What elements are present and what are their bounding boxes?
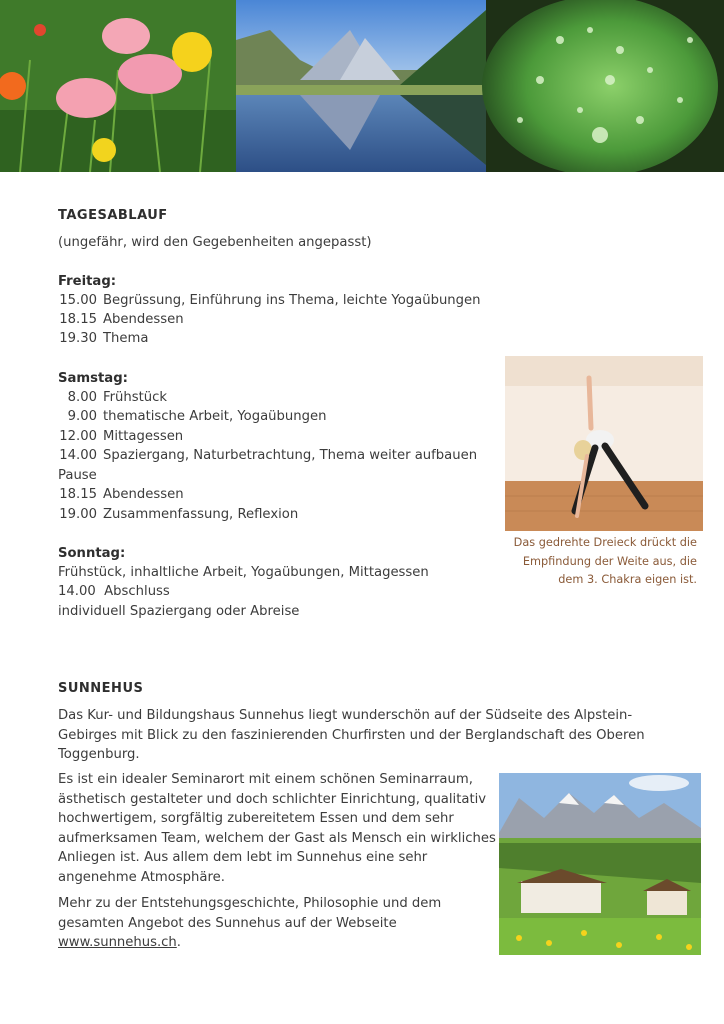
schedule-item: 12.00 Mittagessen — [59, 429, 184, 444]
schedule-subtitle: (ungefähr, wird den Gegebenheiten angepasst) — [58, 235, 372, 250]
schedule-pause: Pause — [58, 468, 97, 483]
sunnehus-mountain-photo — [499, 773, 701, 955]
poppies-meadow-photo — [0, 0, 236, 172]
schedule-item: 14.00 Abschluss — [58, 584, 170, 599]
schedule-item: 14.00 Spaziergang, Naturbetrachtung, Thema weiter aufbauen — [59, 448, 478, 463]
sunnehus-more-info-paragraph: Mehr zu der Entstehungsgeschichte, Philosophie und dem gesamten Angebot des Sunnehus auf der Webseite www.sunnehus.ch. — [58, 896, 442, 950]
mountain-lake-reflection-photo — [236, 0, 486, 172]
schedule-item: 15.00 Begrüssung, Einführung ins Thema, leichte Yogaübungen — [59, 293, 481, 308]
sunday-heading: Sonntag: — [58, 546, 126, 561]
schedule-title: TAGESABLAUF — [58, 208, 168, 223]
yoga-photo-caption: Das gedrehte Dreieck drückt die Empfindung der Weite aus, die dem 3. Chakra eigen ist. — [513, 536, 697, 586]
schedule-item: 18.15 Abendessen — [59, 312, 184, 327]
sunnehus-intro-paragraph: Das Kur- und Bildungshaus Sunnehus liegt wunderschön auf der Südseite des Alpstein- Gebirges mit Blick zu den faszinierenden Churfirsten und der Berglandschaft des Oberen Toggenburg. — [58, 708, 645, 762]
friday-heading: Freitag: — [58, 274, 117, 289]
photo-banner — [0, 0, 724, 172]
website-link[interactable]: www.sunnehus.ch — [58, 935, 177, 950]
schedule-item: 18.15 Abendessen — [59, 487, 184, 502]
schedule-item: 19.30 Thema — [59, 331, 149, 346]
triangle-pose-yoga-photo — [505, 356, 703, 531]
saturday-heading: Samstag: — [58, 371, 128, 386]
sunnehus-description-paragraph: Es ist ein idealer Seminarort mit einem schönen Seminarraum, ästhetisch gestalteter und doch schlichter Einrichtung, qualitativ hochwertigem, sorgfältig zubereitetem Essen und dem sehr aufmerksamen Team, welchem der Gast als Mensch ein wirkliches Anliegen ist. Aus allem dem lebt im Sunnehus eine sehr angenehme Atmosphäre. — [58, 772, 496, 885]
dewdrop-leaf-photo — [482, 0, 724, 172]
schedule-item: Frühstück, inhaltliche Arbeit, Yogaübungen, Mittagessen — [58, 565, 429, 580]
schedule-item: 9.00 thematische Arbeit, Yogaübungen — [67, 409, 327, 424]
schedule-item: 19.00 Zusammenfassung, Reflexion — [59, 507, 299, 522]
sunnehus-title: SUNNEHUS — [58, 681, 144, 696]
schedule-item: individuell Spaziergang oder Abreise — [58, 604, 300, 619]
schedule-item: 8.00 Frühstück — [67, 390, 168, 405]
